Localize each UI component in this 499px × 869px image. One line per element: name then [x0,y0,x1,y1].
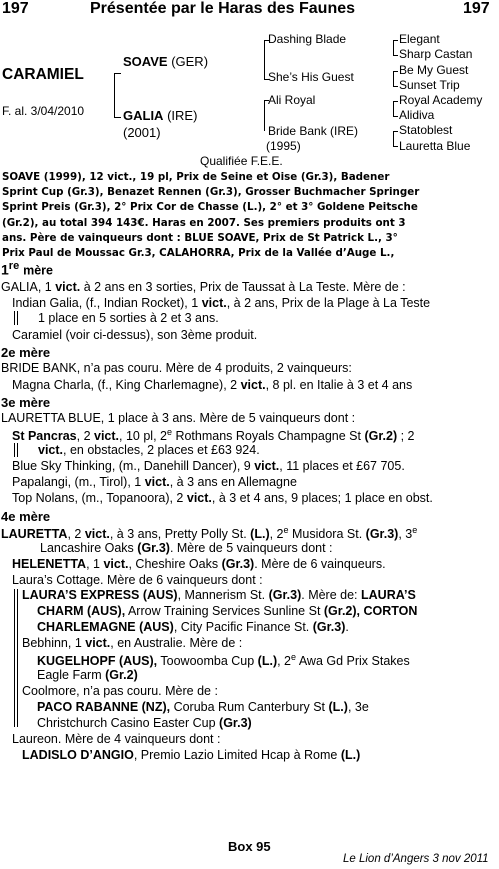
text-fragment: St Pancras [12,429,77,444]
text-fragment: vict. [84,527,110,542]
fourth-dam-line [37,700,369,714]
fourth-dam-line: Laura’s Cottage. Mère de 6 vainqueurs dont : [12,573,263,587]
dam-name-text: GALIA [123,108,164,123]
venue-date: Le Lion d’Angers 3 nov 2011 [343,853,489,865]
text-fragment: , 1 [86,557,104,571]
text-fragment: , Cheshire Oaks [128,557,222,571]
sire-desc-line: ans. Père de vainqueurs dont : BLUE SOAVE, Prix de St Patrick L., 3° [2,231,398,244]
qualification: Qualifiée F.E.E. [200,154,283,168]
text-fragment: e [291,652,297,662]
text-fragment: (L.) [340,748,361,762]
text-fragment: , 3e [347,700,369,714]
indent-bar [17,589,18,727]
third-dam-line [12,427,414,443]
text-fragment: Bebhinn, 1 [22,636,86,650]
pedigree-bracket-main [114,73,121,118]
section-second-dam: 2e mère [1,345,51,360]
pedigree-bracket-g3-4 [393,131,398,147]
second-dam-line: BRIDE BANK, n’a pas couru. Mère de 4 produits, 2 vainqueurs: [1,361,352,375]
lot-number-right: 197 [463,0,490,17]
text-fragment: KUGELHOPF (AUS), [37,654,158,669]
page-title: Présentée par le Haras des Faunes [90,0,356,17]
dam-dam-year: (1995) [266,139,301,153]
text-fragment: (Gr.2) [364,429,398,444]
pedigree-bracket-g3-2 [393,71,398,87]
third-dam-line [12,491,433,505]
sire-desc-line: Prix Paul de Moussac Gr.3, CALAHORRA, Prix de la Vallée d’Auge L., [2,247,395,260]
sire-desc-line: Sprint Preis (Gr.3), 2° Prix Cor de Chasse (L.), 2° et 3° Goldene Peitsche [2,201,418,214]
text-fragment: , 11 places et £67 705. [279,459,405,473]
text-fragment: ; 2 [397,429,415,444]
text-fragment: Indian Galia, (f., Indian Rocket), 1 [12,296,202,310]
text-fragment: , à 3 et 4 ans, 9 places; 1 place en obst. [211,491,433,505]
g3-statoblest: Statoblest [399,123,453,137]
first-dam-line: Caramiel (voir ci-dessus), son 3ème produit. [12,328,258,342]
text-fragment: , en Australie. Mère de : [110,636,243,650]
third-dam-line: LAURETTA BLUE, 1 place à 3 ans. Mère de 5 vainqueurs dont : [1,411,356,425]
first-dam-line [12,296,430,310]
text-fragment: vict. [240,378,266,392]
text-fragment: e [412,525,418,535]
text-fragment: (Gr.3) [137,541,170,555]
g3-lauretta-blue: Lauretta Blue [399,139,471,153]
text-fragment: vict. [94,429,120,444]
sire-desc-line: Sprint Cup (Gr.3), Benazet Rennen (Gr.3), Grosser Buchmacher Springer [2,186,420,199]
text-fragment: à 2 ans en 3 sorties, Prix de Taussat à La Teste. Mère de : [80,280,406,294]
text-fragment: (Gr.3) [365,527,399,542]
text-fragment: (Gr.2), CORTON [323,604,418,618]
text-fragment: Christchurch Casino Easter Cup [37,716,220,730]
indent-bar [17,311,18,325]
sire-dam: She’s His Guest [268,70,354,84]
text-fragment: (L.) [257,654,278,669]
text-fragment: Arrow Training Services Sunline St [125,604,324,618]
text-fragment: vict. [85,636,111,650]
dam-dam: Bride Bank (IRE) [268,124,359,138]
indent-bar [17,443,18,457]
text-fragment: , Premio Lazio Limited Hcap à Rome [133,748,341,762]
text-fragment: (L.) [328,700,348,714]
text-fragment: Lancashire Oaks [40,541,138,555]
text-fragment: LAURA’S [361,588,416,602]
fourth-dam-line [37,604,417,618]
third-dam-line [12,475,297,489]
third-dam-line [38,443,260,457]
lot-number-left: 197 [2,0,29,17]
section-third-dam: 3e mère [1,395,51,410]
fourth-dam-line [37,668,138,682]
fourth-dam-line: Coolmore, n’a pas couru. Mère de : [22,684,218,698]
text-fragment: LADISLO D’ANGIO [22,748,134,762]
fourth-dam-line [22,636,242,650]
text-fragment: Eagle Farm [37,668,106,682]
text-fragment: vict. [144,475,170,489]
sire-description [2,170,497,261]
text-fragment: LAURA’S EXPRESS (AUS) [22,588,178,602]
third-dam-line [12,459,405,473]
fourth-dam-line [22,748,360,762]
dam-sire: Ali Royal [268,93,316,107]
text-fragment: . Mère de 5 vainqueurs dont : [169,541,333,555]
pedigree-bracket-g3-1 [393,40,398,56]
pedigree-bracket-g3-3 [393,101,398,117]
text-fragment: 1 [1,261,9,278]
g3-sunset-trip: Sunset Trip [399,78,460,92]
text-fragment: re [8,260,20,272]
sire-name [123,54,208,69]
text-fragment: Blue Sky Thinking, (m., Danehill Dancer), 9 [12,459,255,473]
text-fragment: , 2 [67,527,85,542]
fourth-dam-line [1,525,417,541]
text-fragment: vict. [186,491,212,505]
text-fragment: e [283,525,289,535]
text-fragment: HELENETTA [12,557,87,571]
g3-sharp-castan: Sharp Castan [399,47,473,61]
fourth-dam-line [37,716,252,730]
text-fragment: mère [23,263,53,278]
text-fragment: Toowoomba Cup [157,654,258,669]
horse-info: F. al. 3/04/2010 [2,104,85,118]
sire-name-text: SOAVE [123,54,168,69]
text-fragment: vict. [55,280,81,294]
text-fragment: , 2 [269,527,284,542]
text-fragment: , 3 [398,527,413,542]
sire-sire: Dashing Blade [268,32,347,46]
text-fragment: (Gr.3) [219,716,252,730]
indent-bar [14,589,15,727]
text-fragment: , 2 [76,429,94,444]
text-fragment: , en obstacles, 2 places et £63 924. [63,443,260,457]
text-fragment: . Mère de: [301,588,361,602]
fourth-dam-line [22,588,497,602]
text-fragment: PACO RABANNE (NZ), [37,700,171,714]
text-fragment: vict. [38,443,64,457]
text-fragment: Papalangi, (m., Tirol), 1 [12,475,145,489]
g3-be-my-guest: Be My Guest [399,63,469,77]
text-fragment: vict. [103,557,129,571]
text-fragment: GALIA, 1 [1,280,56,294]
text-fragment: , à 2 ans, Prix de la Plage à La Teste [226,296,431,310]
text-fragment: , 8 pl. en Italie à 3 et 4 ans [265,378,413,392]
text-fragment: Top Nolans, (m., Topanoora), 2 [12,491,187,505]
text-fragment: , à 3 ans en Allemagne [169,475,297,489]
text-fragment: . Mère de 6 vainqueurs. [254,557,386,571]
text-fragment: vict. [201,296,227,310]
text-fragment: (L.) [250,527,270,542]
text-fragment: Rothmans Royals Champagne St [171,429,365,444]
text-fragment: . [345,620,349,634]
text-fragment: , Mannerism St. [177,588,269,602]
indent-bar [14,311,15,325]
sire-desc-line: (Gr.2), au total 394 143€. Haras en 2007. Ses premiers produits ont 3 [2,216,406,229]
text-fragment: , 2 [277,654,292,669]
dam-year: (2001) [123,125,161,140]
box-number: Box 95 [228,839,271,854]
fourth-dam-line [12,557,386,571]
fourth-dam-line: Laureon. Mère de 4 vainqueurs dont : [12,732,221,746]
sire-origin: (GER) [171,54,209,69]
second-dam-line [12,378,412,392]
fourth-dam-line [40,541,333,555]
first-dam-line: 1 place en 5 sorties à 2 et 3 ans. [38,311,219,325]
sire-desc-line: SOAVE (1999), 12 vict., 19 pl, Prix de Seine et Oise (Gr.3), Badener [2,171,390,183]
text-fragment: Musidora St. [288,527,366,542]
first-dam-line [1,280,406,294]
text-fragment: (Gr.2) [105,668,138,682]
fourth-dam-line [37,652,410,668]
dam-origin: (IRE) [167,108,198,123]
text-fragment: CHARLEMAGNE (AUS) [37,620,174,634]
text-fragment: CHARM (AUS), [37,604,126,618]
text-fragment: Coruba Rum Canterbury St [170,700,329,714]
text-fragment: , 10 pl, 2 [119,429,167,444]
fourth-dam-line [37,620,349,634]
g3-alidiva: Alidiva [399,108,435,122]
text-fragment: e [166,427,172,437]
horse-name: CARAMIEL [2,66,84,83]
text-fragment: Magna Charla, (f., King Charlemagne), 2 [12,378,241,392]
section-fourth-dam: 4e mère [1,509,51,524]
section-first-dam [1,260,53,278]
text-fragment: vict. [254,459,280,473]
text-fragment: , à 3 ans, Pretty Polly St. [109,527,251,542]
text-fragment: Awa Gd Prix Stakes [296,654,410,669]
g3-royal-academy: Royal Academy [399,93,483,107]
dam-name [123,108,197,123]
text-fragment: (Gr.3) [221,557,255,571]
text-fragment: (Gr.3) [268,588,302,602]
g3-elegant: Elegant [399,32,440,46]
text-fragment: (Gr.3) [312,620,346,634]
indent-bar [14,443,15,457]
text-fragment: LAURETTA [1,527,68,542]
text-fragment: , City Pacific Finance St. [173,620,313,634]
